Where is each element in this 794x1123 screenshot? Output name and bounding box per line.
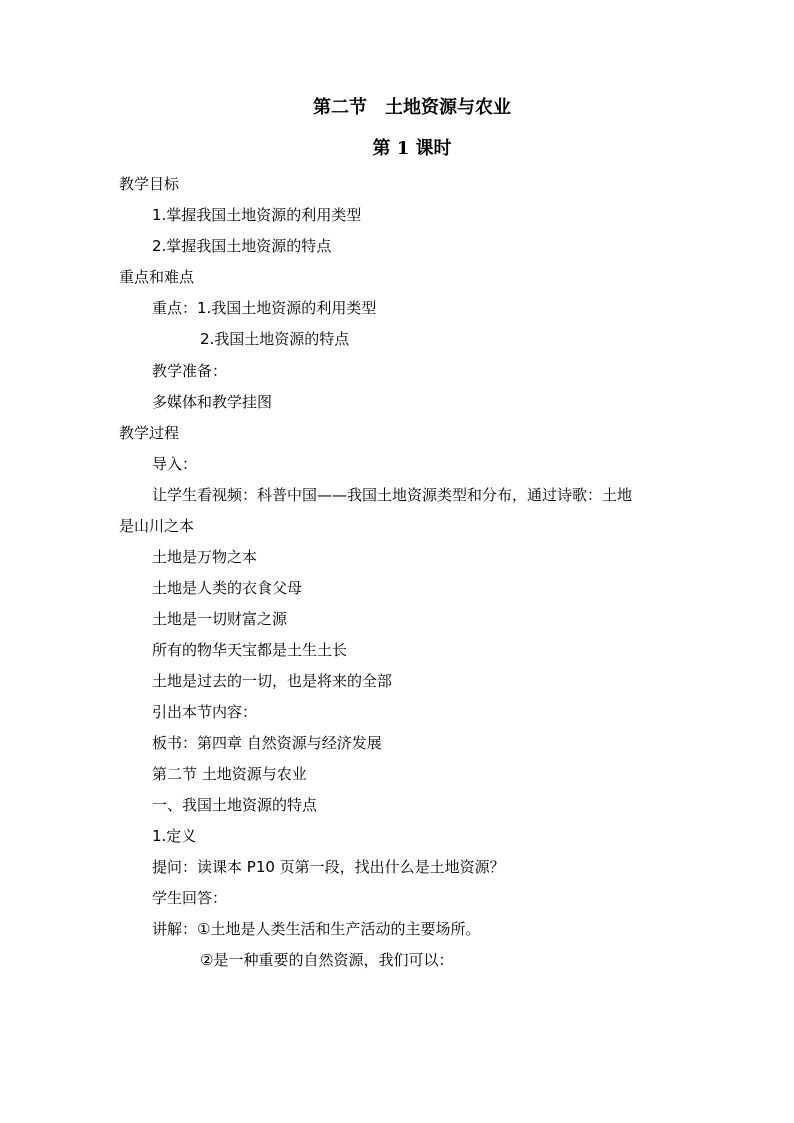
- student-answer-label: 学生回答：: [152, 889, 228, 907]
- heading-teaching-process: 教学过程: [119, 424, 180, 442]
- poem-line-4: 所有的物华天宝都是土生土长: [152, 641, 348, 659]
- key-point-2: 2.我国土地资源的特点: [200, 330, 350, 348]
- heading-preparation: 教学准备：: [152, 362, 228, 380]
- heading-key-points: 重点和难点: [119, 268, 195, 286]
- document-subtitle: 第 1 课时: [372, 138, 452, 159]
- intro-paragraph-line-1: 让学生看视频：科普中国——我国土地资源类型和分布，通过诗歌：土地: [152, 486, 633, 504]
- poem-line-2: 土地是人类的衣食父母: [152, 579, 303, 597]
- poem-line-1: 土地是万物之本: [152, 548, 258, 566]
- intro-label: 导入：: [152, 455, 198, 473]
- document-title: 第二节 土地资源与农业: [313, 97, 511, 118]
- explanation-point-2: ②是一种重要的自然资源，我们可以：: [200, 951, 454, 969]
- subheading-definition: 1.定义: [152, 827, 197, 845]
- section-heading-features: 一、我国土地资源的特点: [152, 796, 318, 814]
- question-text: 提问：读课本 P10 页第一段，找出什么是土地资源？: [152, 858, 505, 876]
- poem-line-5: 土地是过去的一切，也是将来的全部: [152, 672, 393, 690]
- key-point-1: 重点：1.我国土地资源的利用类型: [152, 299, 377, 317]
- board-chapter: 板书：第四章 自然资源与经济发展: [152, 734, 382, 752]
- board-section: 第二节 土地资源与农业: [152, 765, 307, 783]
- goal-item-2: 2.掌握我国土地资源的特点: [152, 237, 332, 255]
- intro-paragraph-line-2: 是山川之本: [119, 517, 195, 535]
- preparation-text: 多媒体和教学挂图: [152, 393, 273, 411]
- poem-line-3: 土地是一切财富之源: [152, 610, 288, 628]
- heading-teaching-goals: 教学目标: [119, 175, 180, 193]
- explanation-point-1: 讲解：①土地是人类生活和生产活动的主要场所。: [152, 920, 481, 938]
- lead-in-text: 引出本节内容：: [152, 703, 258, 721]
- goal-item-1: 1.掌握我国土地资源的利用类型: [152, 206, 362, 224]
